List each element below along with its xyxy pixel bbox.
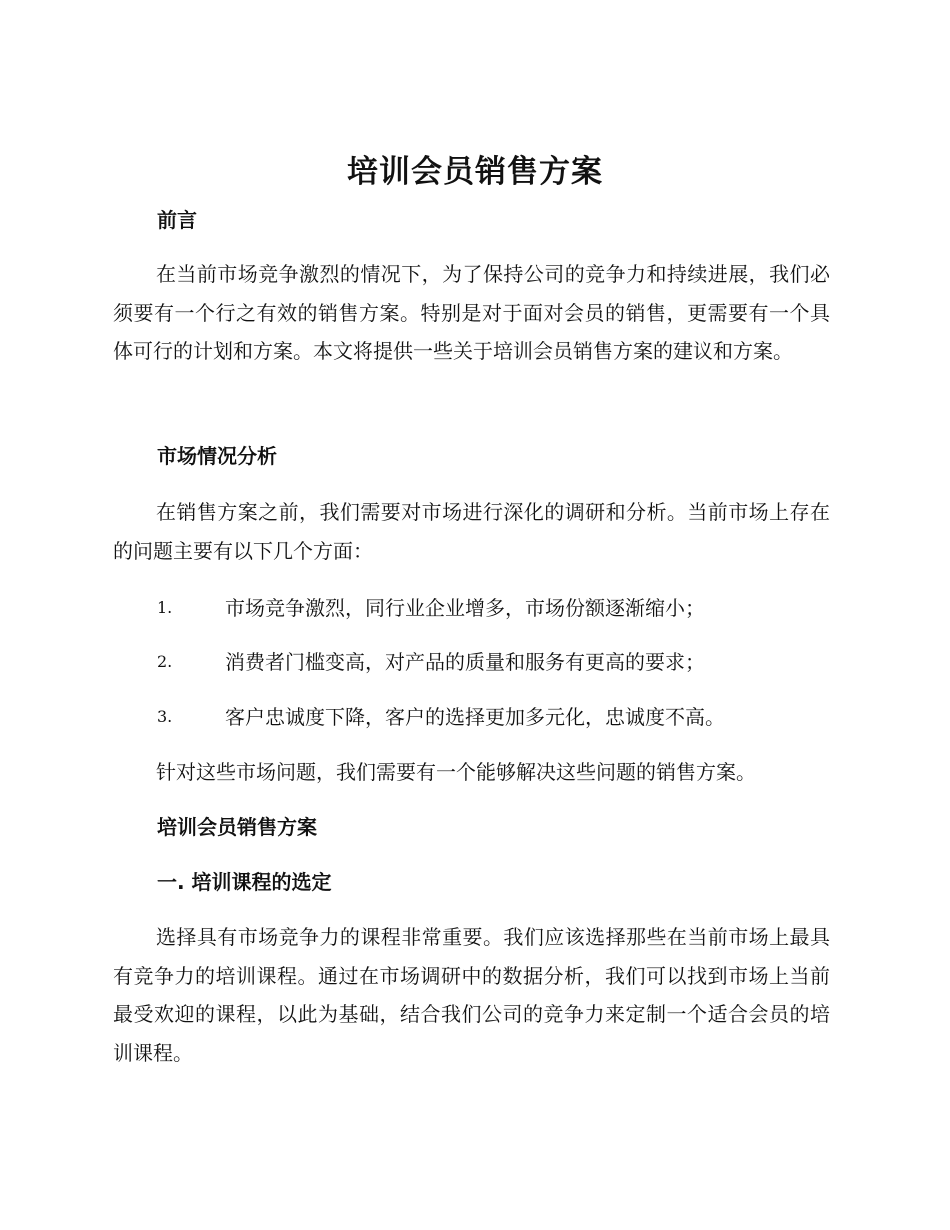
list-item-number: 3. [157,707,173,726]
preface-paragraph: 在当前市场竞争激烈的情况下，为了保持公司的竞争力和持续进展，我们必须要有一个行之有效的销售方案。特别是对于面对会员的销售，更需要有一个具体可行的计划和方案。本文将提供一些关于培训会员销售方案的建议和方案。 [113,262,830,363]
preface-heading: 前言 [157,208,197,232]
market-conclusion-paragraph: 针对这些市场问题，我们需要有一个能够解决这些问题的销售方案。 [156,760,756,784]
market-intro-paragraph: 在销售方案之前，我们需要对市场进行深化的调研和分析。当前市场上存在的问题主要有以下几个方面： [113,500,830,563]
document-title: 培训会员销售方案 [347,154,603,190]
list-item-number: 2. [157,652,173,671]
list-item-text: 客户忠诚度下降，客户的选择更加多元化，忠诚度不高。 [225,705,725,729]
plan-heading: 培训会员销售方案 [157,815,317,839]
list-item-number: 1. [157,598,173,617]
section1-paragraph: 选择具有市场竞争力的课程非常重要。我们应该选择那些在当前市场上最具有竞争力的培训课程。通过在市场调研中的数据分析，我们可以找到市场上当前最受欢迎的课程，以此为基础，结合我们公司的竞争力来定制一个适合会员的培训课程。 [113,925,830,1065]
list-item-text: 市场竞争激烈，同行业企业增多，市场份额逐渐缩小； [225,596,705,620]
market-heading: 市场情况分析 [157,444,277,468]
list-item-text: 消费者门槛变高，对产品的质量和服务有更高的要求； [225,650,705,674]
section1-heading: 一. 培训课程的选定 [157,870,332,894]
